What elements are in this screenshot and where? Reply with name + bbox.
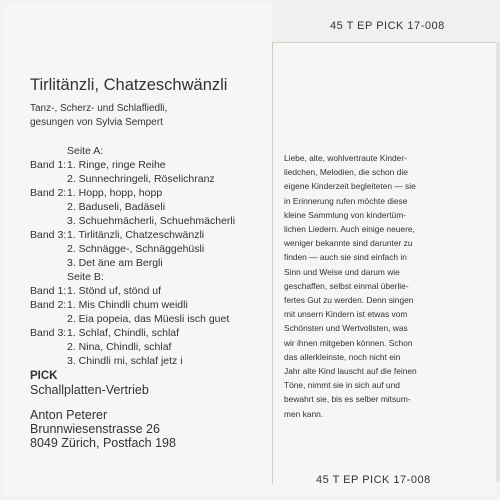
track-row	[30, 243, 204, 255]
liner-line: Liebe, alte, wohlvertraute Kinder-	[284, 153, 407, 163]
track-row	[30, 257, 163, 269]
track-row	[30, 299, 188, 311]
catalog-number-bottom: 45 T EP PICK 17-008	[316, 474, 431, 486]
column-divider	[272, 42, 273, 484]
track-row	[30, 313, 229, 325]
track-title: 1. Mis Chindli chum weidli	[67, 299, 188, 311]
label-brand: PICK	[30, 370, 58, 382]
liner-line: geschaffen, selbst einmal überlie-	[284, 280, 409, 291]
address-line: Brunnwiesenstrasse 26	[30, 422, 160, 436]
track-title: 2. Eia popeia, das Müesli isch guet	[67, 313, 230, 325]
track-row	[30, 215, 235, 227]
track-row	[30, 341, 171, 353]
liner-line: lichen Liedern. Auch einige neuere,	[284, 224, 415, 235]
liner-line: mit unsern Kindern ist etwas vom	[284, 309, 408, 320]
liner-line: fertes Gut zu werden. Denn singen	[284, 295, 414, 306]
album-title: Tirlitänzli, Chatzeschwänzli	[30, 76, 228, 94]
liner-line: in Erinnerung rufen möchte diese	[284, 195, 408, 206]
sleeve-fold-edge	[496, 42, 500, 482]
track-row	[30, 159, 166, 171]
track-title: 2. Baduseli, Badäseli	[67, 201, 166, 213]
liner-line: das allerkleinste, noch nicht ein	[284, 351, 401, 362]
liner-line: bewahrt sie, bis es selber mitsum-	[284, 394, 411, 405]
track-title: 1. Ringe, ringe Reihe	[67, 159, 166, 171]
liner-line: weniger bekannte sind darunter zu	[284, 238, 413, 249]
track-title: 1. Stönd uf, stönd uf	[67, 285, 161, 297]
track-title: 2. Nina, Chindli, schlaf	[67, 341, 172, 353]
liner-line: Töne, nimmt sie in sich auf und	[284, 380, 400, 391]
track-title: 3. Det äne am Bergli	[67, 257, 163, 269]
liner-line: Sinn und Weise und darum wie	[284, 266, 400, 277]
catalog-number-top: 45 T EP PICK 17-008	[330, 20, 445, 32]
track-title: 1. Schlaf, Chindli, schlaf	[67, 327, 180, 339]
address-line: Anton Peterer	[30, 408, 108, 422]
liner-line: liedchen, Melodien, die schon die	[284, 167, 408, 178]
track-title: 1. Tirlitänzli, Chatzeschwänzli	[67, 229, 205, 241]
track-title: 3. Schuehmächerli, Schuehmächerli	[67, 215, 236, 227]
liner-line: finden — auch sie sind einfach in	[284, 252, 407, 263]
track-row	[30, 187, 162, 199]
label-address	[30, 408, 176, 450]
track-title: 1. Hopp, hopp, hopp	[67, 187, 163, 199]
album-subtitle	[30, 102, 167, 130]
label-distributor: Schallplatten-Vertrieb	[30, 383, 149, 397]
liner-line: eigene Kinderzeit begleiteten — sie	[284, 181, 416, 192]
liner-line: wir ihnen mitgeben können. Schon	[284, 337, 413, 348]
liner-notes	[284, 151, 466, 421]
band-label: Band 1:	[30, 285, 67, 297]
band-label: Band 3:	[30, 327, 67, 339]
track-title: 2. Sunnechringeli, Röselichranz	[67, 173, 215, 185]
track-title: 3. Chindli mi, schlaf jetz i	[67, 355, 183, 367]
subtitle-line: Tanz-, Scherz- und Schlafliedli,	[30, 103, 168, 114]
track-row	[30, 355, 183, 367]
side-a-heading: Seite A:	[67, 145, 104, 157]
liner-line: kleine Sammlung von kindertüm-	[284, 209, 406, 220]
band-label: Band 2:	[30, 187, 67, 199]
subtitle-line: gesungen von Sylvia Sempert	[30, 117, 163, 128]
track-title: 2. Schnägge-, Schnäggehüsli	[67, 243, 205, 255]
track-row	[30, 173, 215, 185]
liner-line: Jahr alte Kind lauscht auf die feinen	[284, 366, 417, 377]
liner-line: men kann.	[284, 408, 324, 419]
track-row	[30, 229, 204, 241]
side-b-heading: Seite B:	[67, 271, 104, 283]
address-line: 8049 Zürich, Postfach 198	[30, 436, 176, 450]
band-label: Band 3:	[30, 229, 67, 241]
track-row	[30, 327, 179, 339]
liner-line: Schönsten und Wertvollsten, was	[284, 323, 408, 334]
band-label: Band 2:	[30, 299, 67, 311]
track-row	[30, 285, 161, 297]
track-row	[30, 201, 165, 213]
band-label: Band 1:	[30, 159, 67, 171]
